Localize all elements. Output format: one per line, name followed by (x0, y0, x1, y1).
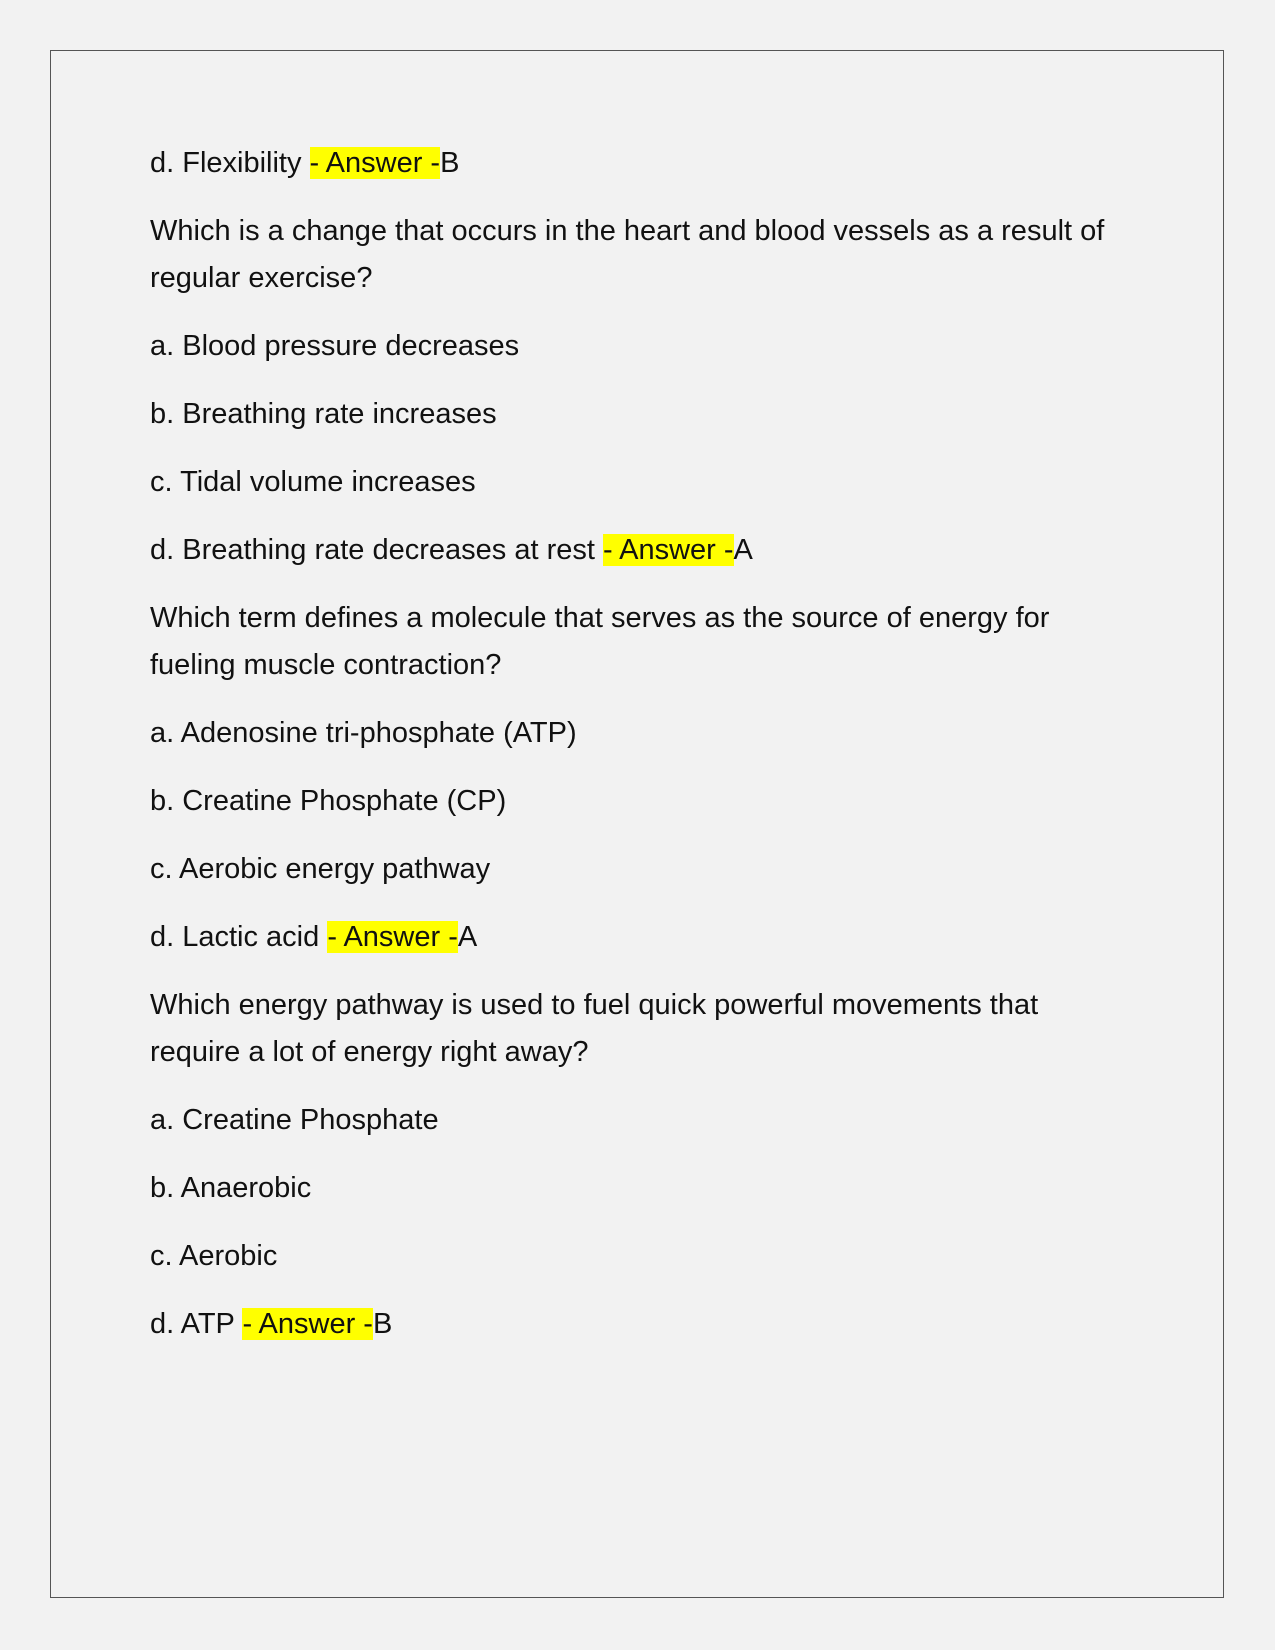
answer-marker-highlight: - Answer - (242, 1308, 373, 1340)
option-label: a. Adenosine tri-phosphate (ATP) (150, 717, 577, 749)
option-text (150, 846, 1130, 893)
answer-option-line (150, 140, 1130, 187)
option-label: d. Flexibility (150, 147, 310, 179)
option-label: a. Blood pressure decreases (150, 330, 520, 362)
option-label: d. ATP (150, 1308, 243, 1340)
answer-option-line (150, 527, 1130, 574)
question-label: Which is a change that occurs in the heart and blood vessels as a result of regular exercise? (150, 215, 1113, 294)
option-label: d. Breathing rate decreases at rest (150, 534, 603, 566)
option-label: a. Creatine Phosphate (150, 1104, 439, 1136)
answer-option-line (150, 1301, 1130, 1348)
option-text (150, 459, 1130, 506)
question-text (150, 982, 1130, 1076)
answer-marker-highlight: - Answer - (602, 534, 734, 566)
option-text (150, 1233, 1130, 1280)
document-body (150, 140, 1130, 1369)
question-text (150, 595, 1130, 689)
question-label: Which term defines a molecule that serves as the source of energy for fueling muscle contraction? (150, 602, 1058, 681)
option-label: d. Lactic acid (150, 921, 328, 953)
question-text (150, 208, 1130, 302)
option-label: c. Tidal volume increases (150, 466, 476, 498)
option-label: c. Aerobic energy pathway (150, 853, 491, 885)
option-text (150, 778, 1130, 825)
option-text (150, 1097, 1130, 1144)
answer-letter: B (372, 1308, 393, 1340)
answer-letter: A (457, 921, 478, 953)
answer-marker-highlight: - Answer - (327, 921, 458, 953)
question-label: Which energy pathway is used to fuel quick powerful movements that require a lot of energy right away? (150, 989, 1047, 1068)
answer-letter: A (733, 534, 753, 566)
option-label: b. Creatine Phosphate (CP) (150, 785, 507, 817)
option-label: b. Breathing rate increases (150, 398, 497, 430)
answer-letter: B (440, 147, 460, 179)
option-label: c. Aerobic (150, 1240, 278, 1272)
answer-option-line (150, 914, 1130, 961)
option-label: b. Anaerobic (150, 1172, 312, 1204)
option-text (150, 391, 1130, 438)
option-text (150, 710, 1130, 757)
option-text (150, 1165, 1130, 1212)
answer-marker-highlight: - Answer - (309, 147, 441, 179)
option-text (150, 323, 1130, 370)
